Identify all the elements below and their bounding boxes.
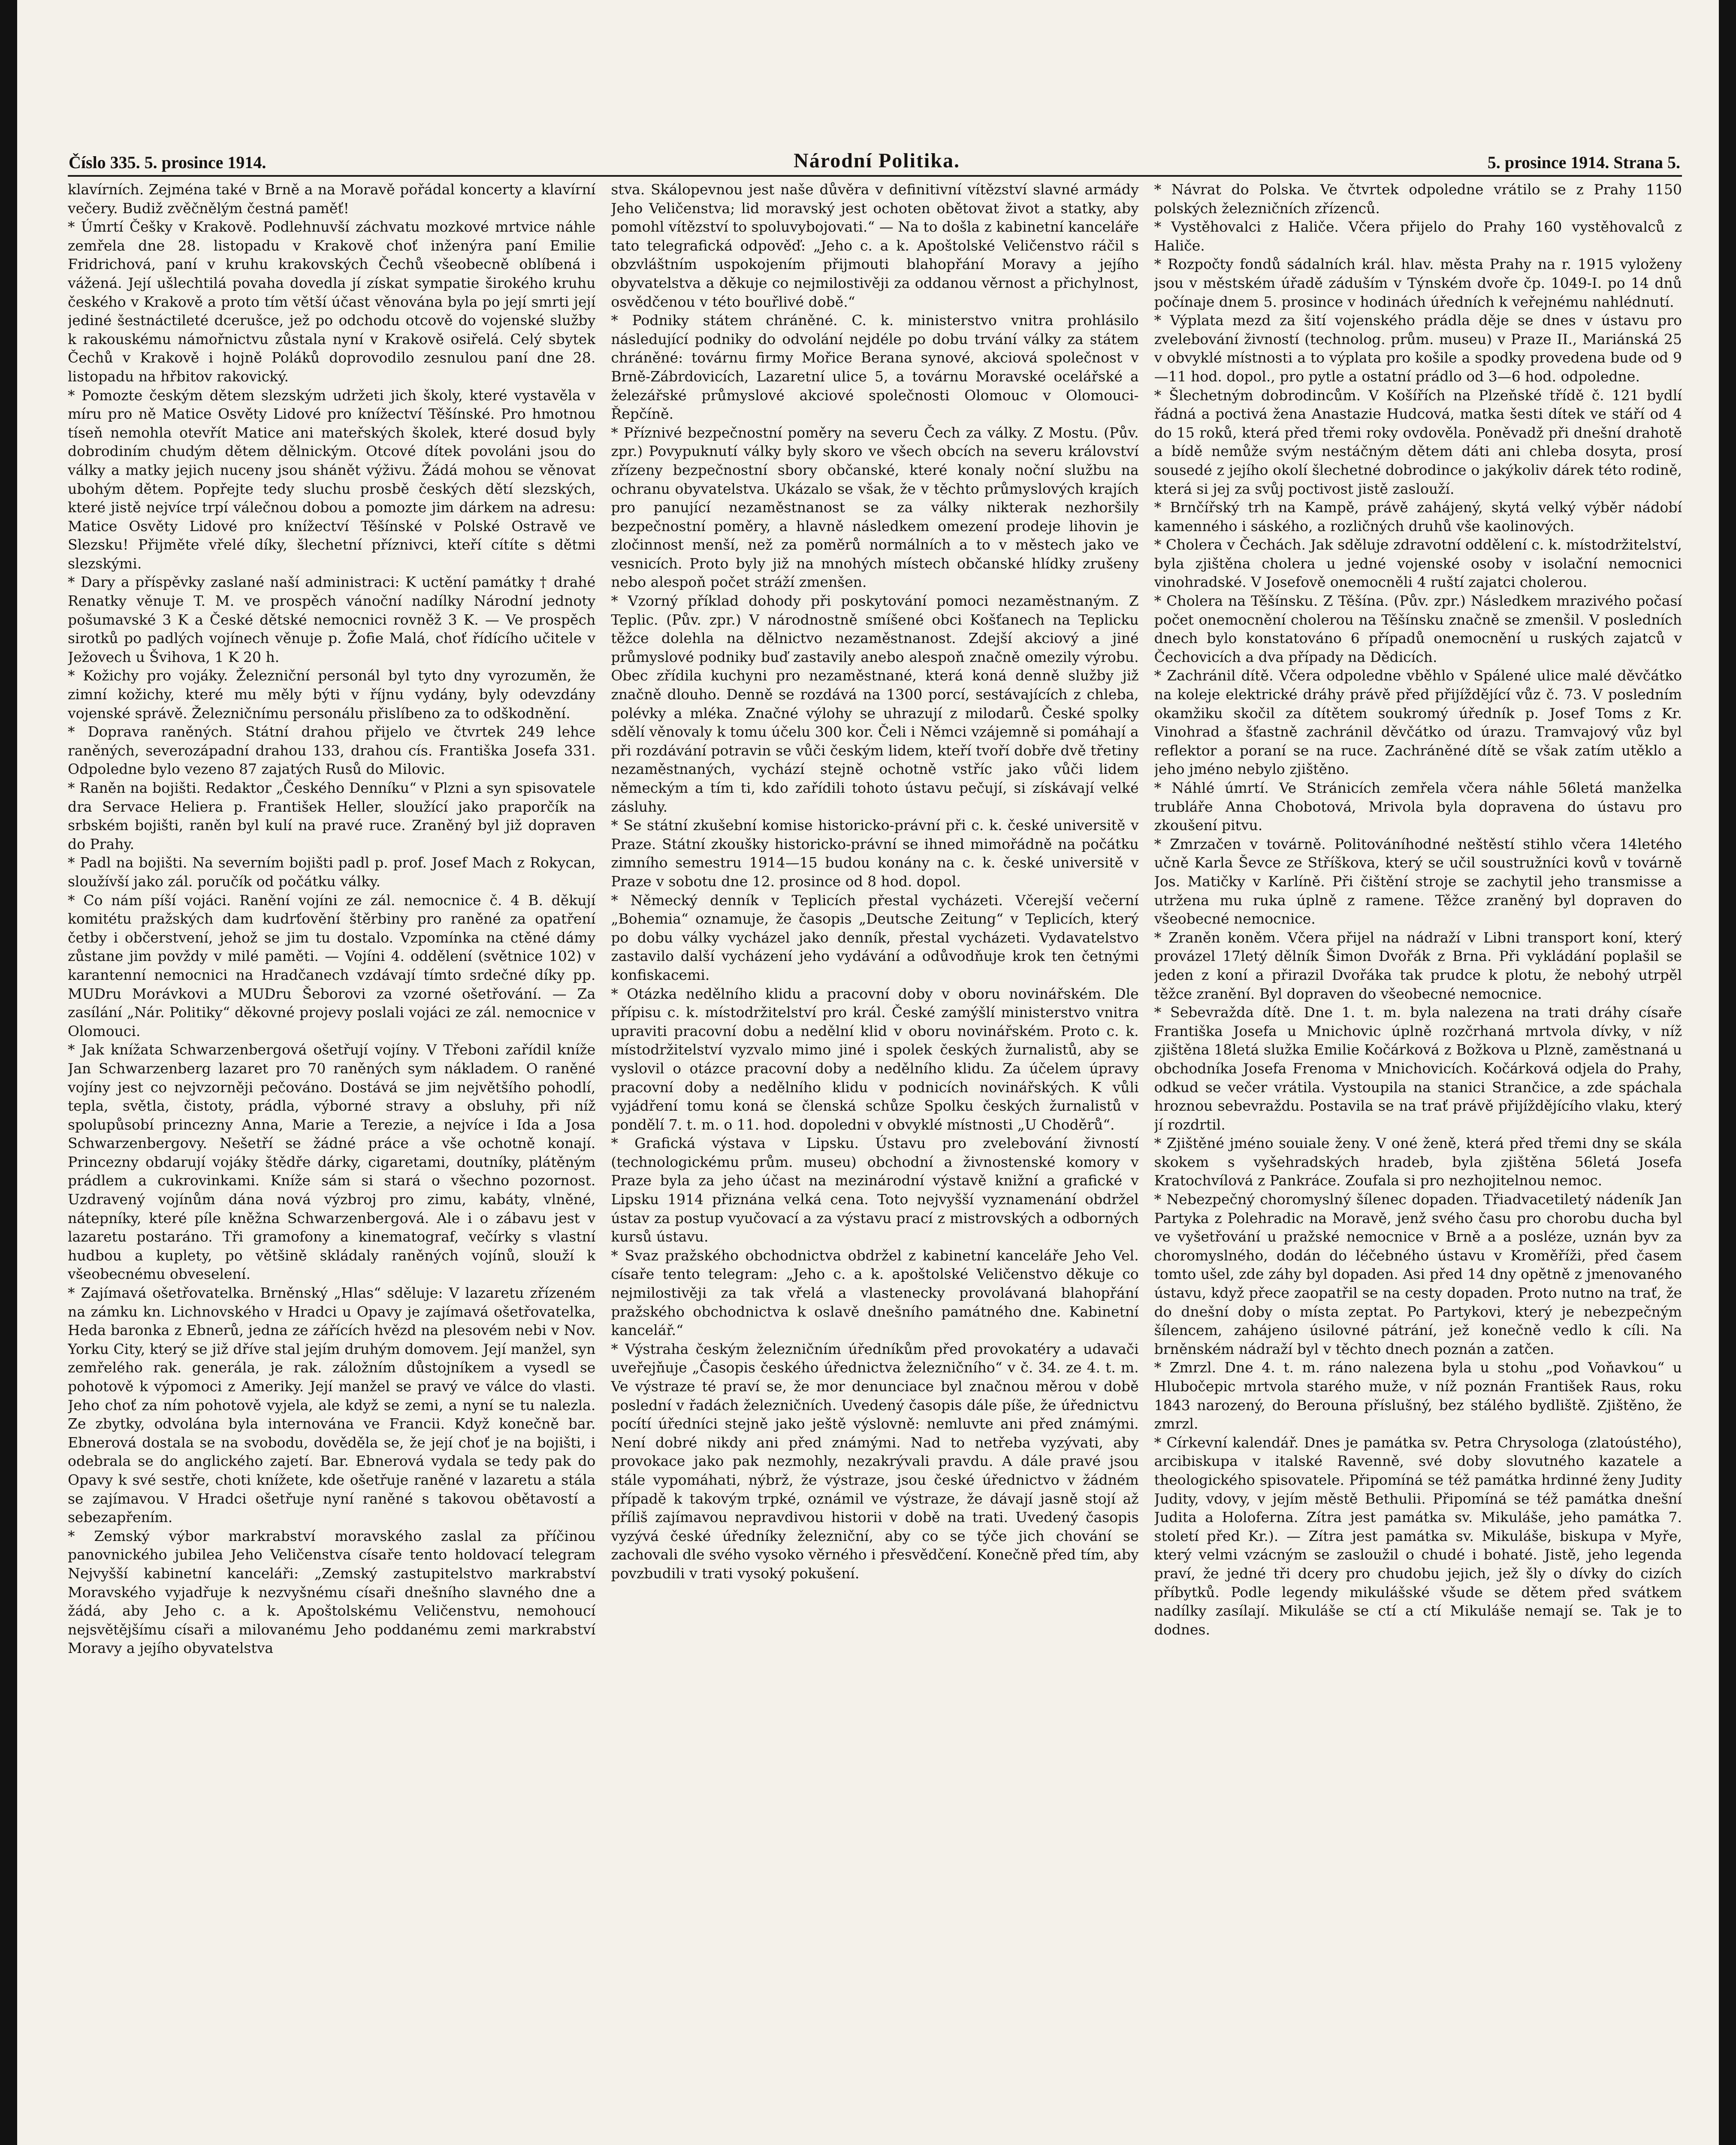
paragraph: * Výstraha českým železničním úředníkům před provokatéry a udavači uveřejňuje „Časopis českého úřednictva železničního“ v č. 34. ze 4. t. m. Ve výstraze té praví se, že mor denunciace byl značnou měrou v době poslední v řadách železničních. Uvedený časopis dále píše, že úřednictvu pocítí úředníci stejně jako ještě výslovně: nemluvte ani před známými. Není dobré nikdy ani před známými. Nad to netřeba vyzývati, aby provokace jako pak nezmohly, nezakrývali pravdu. A dále pravé jsou stále vypomáhati, nýbrž, že výstraze, jsou české úřednictvo v žádném případě k takovým trpké, oznámil ve výstraze, že dávají jasně stojí až příliš zajímavou nepravdivou historii v době na trati. Uvedený časopis vyzývá české úředníky železniční, aby co se týče jich chování se zachovali dle svého vysoko věrného i přesvědčení. Konečně před tím, aby povzbudili v trati vysoký pokušení. <box>611 1340 1139 1582</box>
paragraph: * Šlechetným dobrodincům. V Košířích na Plzeňské třídě č. 121 bydlí řádná a poctivá žena Anastazie Hudcová, matka šesti dítek ve stáří od 4 do 15 roků, která před třemi roky ovdověla. Poněvadž při dnešní drahotě a bídě nemůže svým nestáčným dětem dáti ani chleba dosyta, prosí sousedé z jejího okolí šlechetné dobrodince o jakýkoliv dárek této rodině, která si jej za svůj poctivost jistě zaslouží. <box>1154 387 1682 497</box>
column-2 <box>611 180 1138 2145</box>
paragraph: * Vzorný příklad dohody při poskytování pomoci nezaměstnaným. Z Teplic. (Pův. zpr.) V národnostně smíšené obci Košťanech na Teplicku těžce dolehla na dělnictvo nezaměstnanost. Zdejší akciový a jiné průmyslové podniky buď zastavily anebo alespoň značně omezily výrobu. Obec zřídila kuchyni pro nezaměstnané, která koná denně služby již značně dlouho. Denně se rozdává na 1300 porcí, sestávajících z chleba, polévky a mléka. Značné výlohy se uhrazují z milodarů. České spolky sdělí věnovaly k tomu účelu 300 kor. Čeli i Němci vzájemně si pomáhají a při rozdávání potravin se vůči českým lidem, kteří tvoří dobře dvě třetiny nezaměstnaných, vychází stejně ochotně vstříc jako vůči lidem německým a tím ti, kdo zařídili tohoto ústavu pečují, si získávají velké zásluhy. <box>611 592 1139 815</box>
masthead-title: Národní Politika. <box>794 149 960 172</box>
paragraph: * Výplata mezd za šití vojenského prádla děje se dnes v ústavu pro zvelebování živností (technolog. prům. museu) v Praze II., Mariánská 25 v obvyklé místnosti a to výplata pro košile a spodky provedena bude od 9—11 hod. dopol., pro pytle a ostatní prádlo od 3—6 hod. odpoledne. <box>1154 312 1682 385</box>
paragraph: * Zmrzl. Dne 4. t. m. ráno nalezena byla u stohu „pod Voňavkou“ u Hlubočepic mrtvola starého muže, v níž poznán František Raus, roku 1843 narozený, do Berouna příslušný, bez stálého bydliště. Zjištěno, že zmrzl. <box>1154 1359 1682 1432</box>
paragraph: * Co nám píší vojáci. Ranění vojíni ze zál. nemocnice č. 4 B. děkují komitétu pražských dam kudrťovění štěrbiny pro raněné za opatření četby i občerstvení, jehož se jim tu dostalo. Vzpomínka na ctěné dámy zůstane jim povždy v milé paměti. — Vojíni 4. oddělení (světnice 102) v karantenní nemocnici na Hradčanech vzdávají tímto srdečné díky pp. MUDru Morávkovi a MUDru Šeborovi za vzorné ošetřování. — Za zasílání „Nár. Politiky“ děkovné projevy poslali vojáci ze zál. nemocnice v Olomouci. <box>68 891 596 1039</box>
paragraph: klavírních. Zejména také v Brně a na Moravě pořádal koncerty a klavírní večery. Budiž zvěčnělým čestná paměť! <box>68 181 596 217</box>
paragraph: * Svaz pražského obchodnictva obdržel z kabinetní kanceláře Jeho Vel. císaře tento telegram: „Jeho c. a k. apoštolské Veličenstvo děkuje co nejmilostivěji za tak vřelá a vlastenecky provolávaná blahopřání pražského obchodnictva k oslavě dnešního památného dne. Kabinetní kancelář.“ <box>611 1247 1139 1339</box>
paragraph: * Náhlé úmrtí. Ve Stránicích zemřela včera náhle 56letá manželka trubláře Anna Chobotová, Mrivola byla dopravena do ústavu pro zkoušení pitvu. <box>1154 779 1682 834</box>
paragraph: * Raněn na bojišti. Redaktor „Českého Denníku“ v Plzni a syn spisovatele dra Servace Heliera p. František Heller, sloužící jako praporčík na srbském bojišti, raněn byl kulí na pravé ruce. Zraněný byl již dopraven do Prahy. <box>68 779 596 852</box>
paragraph: * Návrat do Polska. Ve čtvrtek odpoledne vrátilo se z Prahy 1150 polských železničních zřízenců. <box>1154 181 1682 217</box>
paragraph: * Zjištěné jméno souiale ženy. V oné ženě, která před třemi dny se skála skokem s vyšehradských hradeb, byla zjištěna 56letá Josefa Kratochvílová z Pankráce. Zoufala si pro nezhojitelnou nemoc. <box>1154 1135 1682 1189</box>
paragraph: * Příznivé bezpečnostní poměry na severu Čech za války. Z Mostu. (Pův. zpr.) Povypuknutí války byly skoro ve všech obcích na severu království zřízeny bezpečnostní sbory občanské, které konaly noční službu na ochranu obyvatelstva. Ukázalo se však, že v těchto průmyslových krajích pro panující nezaměstnanost se za války nikterak nezhoršily bezpečnostní poměry, a hlavně následkem omezení prodeje lihovin je zločinnost menší, než za poměrů normálních a to v městech jako ve vesnicích. Proto byly již na mnohých místech občanské hlídky zrušeny nebo alespoň počet stráží zmenšen. <box>611 424 1139 591</box>
paragraph: * Dary a příspěvky zaslané naší administraci: K uctění památky † drahé Renatky věnuje T. M. ve prospěch vánoční nadílky Národní jednoty pošumavské 3 K a České dětské nemocnici rovněž 3 K. — Ve prospěch sirotků po padlých vojínech věnuje p. Žofie Malá, choť řídícího učitele v Ježovech u Švihova, 1 K 20 h. <box>68 574 596 665</box>
paragraph: * Nebezpečný choromyslný šílenec dopaden. Třiadvacetiletý nádeník Jan Partyka z Polehradic na Moravě, jenž svého času pro chorobu ducha byl ve vyšetřování u pražské nemocnice v Brně a a posléze, uznán byv za choromyslného, dodán do léčebného ústavu v Kroměříži, před časem tomto ušel, zde záhy byl dopaden. Asi před 14 dny opětně z jmenovaného ústavu, když přece zaopatřil se na cesty dopaden. Proto nutno na trať, že do dnešní doby o místa zeptat. Po Partykovi, který je nebezpečným šílencem, zahájeno úsilovné pátrání, jež konečně vedlo k cíli. Na brněnském nádraží byl v těchto dnech poznán a zatčen. <box>1154 1191 1682 1357</box>
paragraph: * Církevní kalendář. Dnes je památka sv. Petra Chrysologa (zlatoústého), arcibiskupa v italské Ravenně, své doby slovutného kazatele a theologického spisovatele. Připomíná se též památka hrdinné ženy Judity Judity, vdovy, v jejím městě Bethulii. Připomíná se též památka dnešní Judita a Holoferna. Zítra jest památka sv. Mikuláše, jeho památka 7. století před Kr.). — Zítra jest památka sv. Mikuláše, biskupa v Myře, který velmi vzácným se zasloužil o chudé i bohaté. Jistě, jeho legenda praví, že jedné tři dcery pro chudobu jejich, jež šly o dívky do cizích příbytků. Podle legendy mikulášské všude se dětem před svátkem nadílky zasílají. Mikuláše se ctí a ctí Mikuláše nemají se. Tak je to dodnes. <box>1154 1434 1682 1638</box>
header-rule <box>68 175 1682 177</box>
paragraph: * Cholera na Těšínsku. Z Těšína. (Pův. zpr.) Následkem mrazivého počasí počet onemocnění cholerou na Těšínsku značně se zmenšil. V posledních dnech bylo konstatováno 6 případů onemocnění u ruských zajatců v Čechovicích a dva případy na Dědicích. <box>1154 592 1682 665</box>
article-columns <box>68 180 1682 2145</box>
issue-and-date: Číslo 335. 5. prosince 1914. <box>69 153 266 172</box>
paragraph: * Zemský výbor markrabství moravského zaslal za příčinou panovnického jubilea Jeho Veličenstva císaře tento holdovací telegram Nejvyšší kabinetní kanceláři: „Zemský zastupitelstvo markrabství Moravského vyjadřuje k nezvyšnému císaři dnešního slavného dne a žádá, aby Jeho c. a k. Apoštolskému Veličenstvu, nemohoucí nejsvětějšímu císaři a milovanému Jeho poddanému zemi markrabství Moravy a jejího obyvatelstva <box>68 1527 596 1657</box>
column-1 <box>68 180 595 2145</box>
paragraph: * Německý denník v Teplicích přestal vycházeti. Včerejší večerní „Bohemia“ oznamuje, že časopis „Deutsche Zeitung“ v Teplicích, který po dobu války vycházel jako denník, přestal vycházeti. Vydavatelstvo zastavilo další vycházení jeho vydávání a odůvodňuje krok ten četnými konfiskacemi. <box>611 891 1139 983</box>
paragraph: * Úmrtí Češky v Krakově. Podlehnuvší záchvatu mozkové mrtvice náhle zemřela dne 28. listopadu v Krakově choť inženýra paní Emilie Fridrichová, paní v kruhu krakovských Čechů všeobecně oblíbená i vážená. Její ušlechtilá povaha dovedla jí získat sympatie širokého kruhu českého v Krakově a proto tím větší účast věnována byla po její smrti její jediné šestnáctileté dcerušce, jež po odchodu otcově do vojenské služby k rakouskému námořnictvu zůstala nyní v Krakově osiřelá. Celý sbytek Čechů v Krakově i hojně Poláků doprovodilo zesnulou paní dne 28. listopadu na hřbitov rakovický. <box>68 218 596 385</box>
paragraph: * Grafická výstava v Lipsku. Ústavu pro zvelebování živností (technologickému prům. museu) obchodní a živnostenské komory v Praze byla za jeho účast na mezinárodní výstavě knižní a grafické v Lipsku 1914 přiznána velká cena. Toto nejvyšší vyznamenání obdržel ústav za postup vyučovací a za výstavu prací z mistrovských a odborných kursů ústavu. <box>611 1135 1139 1245</box>
paragraph: * Zmrzačen v továrně. Politováníhodné neštěstí stihlo včera 14letého učně Karla Ševce ze Stříškova, který se učil soustružníci kovů v továrně Jos. Matičky v Karlíně. Při čištění stroje se zachytil jeho transmisse a utržena mu ruka úplně z ramene. Těžce zraněný byl dopraven do všeobecné nemocnice. <box>1154 835 1682 927</box>
paragraph: * Rozpočty fondů sádalních král. hlav. města Prahy na r. 1915 vyloženy jsou v městském úřadě záduším v Týnském dvoře čp. 1049-I. po 14 dnů počínaje dnem 5. prosince v hodinách úředních k veřejnému nahlédnutí. <box>1154 256 1682 310</box>
paragraph: * Brnčířský trh na Kampě, právě zahájený, skytá velký výběr nádobí kamenného i sáského, a rozličných druhů vše kaolinových. <box>1154 499 1682 535</box>
page-header <box>69 138 1680 172</box>
paragraph: * Pomozte českým dětem slezským udržeti jich školy, které vystavěla v míru pro ně Matice Osvěty Lidové pro knížectví Těšínské. Pro hmotnou tíseň nemohla otevřít Matice ani mateřských školek, které dosud byly dobrodiním chudým dětem dělnickým. Otcové dítek povoláni jsou do války a matky jejich nuceny jsou shánět výživu. Žádá mohou se věnovat ubohým dětem. Popřejte tedy sluchu prosbě českých dětí slezských, které jistě nejvíce trpí válečnou dobou a pomozte jim dárkem na adresu: Matice Osvěty Lidové pro knížectví Těšínské v Polské Ostravě ve Slezsku! Přijměte vřelé díky, šlechetní příznivci, kteří cítíte s dětmi slezskými. <box>68 387 596 572</box>
paragraph: * Zachránil dítě. Včera odpoledne vběhlo v Spálené ulice malé děvčátko na koleje elektrické dráhy právě před přijíždějící vůz č. 73. V posledním okamžiku skočil za dítětem soukromý úředník p. Josef Toms z Kr. Vinohrad a šťastně zachránil děvčátko od úrazu. Tramvajový vůz byl reflektor a poraní se na ruce. Zachráněné dítě se však zatím utěklo a jeho jméno nebylo zjištěno. <box>1154 667 1682 778</box>
paragraph: * Jak knížata Schwarzenbergová ošetřují vojíny. V Třeboni zařídil kníže Jan Schwarzenberg lazaret pro 70 raněných sym nákladem. O raněné vojíny jest co nejvzorněji pečováno. Dostává se jim největšího pohodlí, tepla, světla, čistoty, prádla, výborné stravy a obsluhy, při níž spolupůsobí princezny Anna, Marie a Terezie, a nejvíce i Ida a Josa Schwarzenbergovy. Nešetří se žádné práce a vše ochotně konají. Princezny obdarují vojáky štědře dárky, cigaretami, doutníky, plátěným prádlem a cukrovinkami. Kníže sám si stará o všechno pozornost. Uzdravený vojínům dána nová výzbroj pro zimu, kabáty, vlněné, nátepníky, které píle kněžna Schwarzenbergová. Ale i o zábavu jest v lazaretu postaráno. Tři gramofony a kinematograf, večírky s vlastní hudbou a kuplety, po většině skládaly raněných vojínů, slouží k všeobecnému obveselení. <box>68 1041 596 1283</box>
paragraph: * Padl na bojišti. Na severním bojišti padl p. prof. Josef Mach z Rokycan, sloužívší jako zál. poručík od počátku války. <box>68 854 596 890</box>
paragraph: stva. Skálopevnou jest naše důvěra v definitivní vítězství slavné armády Jeho Veličenstva; lid moravský jest ochoten obětovat život a statky, aby pomohl vítězství to spoluvybojovati.“ — Na to došla z kabinetní kanceláře tato telegrafická odpověď: „Jeho c. a k. Apoštolské Veličenstvo ráčil s obzvláštním uspokojením přijmouti blahopřání Moravy a jejího obyvatelstva a děkuje co nejmilostivěji za oddanou věrnost a přichylnost, osvědčenou v této bouřlivé době.“ <box>611 181 1139 310</box>
paragraph: * Otázka nedělního klidu a pracovní doby v oboru novinářském. Dle přípisu c. k. místodržitelství pro král. České zamýšlí ministerstvo vnitra upraviti pracovní dobu a nedělní klid v oboru novinářském. Proto c. k. místodržitelství vyzvalo mimo jiné i spolek českých žurnalistů, aby se vyslovil o otázce pracovní doby a nedělního klidu. Za účelem úpravy pracovní doby a nedělního klidu v podnicích novinářských. K vůli vyjádření tomu koná se členská schůze Spolku českých žurnalistů v pondělí 7. t. m. o 11. hod. dopoledni v obvyklé místnosti „U Choděrů“. <box>611 985 1139 1133</box>
paragraph: * Zajímavá ošetřovatelka. Brněnský „Hlas“ sděluje: V lazaretu zřízeném na zámku kn. Lichnovského v Hradci u Opavy je zajímavá ošetřovatelka, Heda baronka z Ebnerů, jedna ze zářících hvězd na plesovém nebi v Nov. Yorku City, který se již dříve stal jejím druhým domovem. Její manžel, syn zemřelého rak. generála, je rak. záložním důstojníkem a vysedl se pohotově k výpomoci z Ameriky. Její manžel se pravý ve válce do vlasti. Jeho choť za ním pohotově vyjela, ale když se zemi, a nyní se tu nalezla. Ze zbytky, odvolána byla internována ve Francii. Když konečně bar. Ebnerová dostala se na svobodu, dověděla se, že její choť je na bojišti, i odebrala se do anglického zajetí. Bar. Ebnerová vydala se tedy pak do Opavy k své sestře, choti knížete, kde ošetřuje raněné v lazaretu a stála se zajímavou. V Hradci ošetřuje nyní raněné s takovou obětavostí a sebezapřením. <box>68 1284 596 1526</box>
paragraph: * Se státní zkušební komise historicko-právní při c. k. české universitě v Praze. Státní zkoušky historicko-právní se ihned mimořádně na počátku zimního semestru 1914—15 budou konány na c. k. české universitě v Praze v sobotu dne 12. prosince od 8 hod. dopol. <box>611 817 1139 890</box>
paragraph: * Cholera v Čechách. Jak sděluje zdravotní oddělení c. k. místodržitelství, byla zjištěna cholera u jedné vojenské osoby v isolační nemocnici vinohradské. V Josefově onemocněli 4 ruští zajatci cholerou. <box>1154 536 1682 591</box>
date-and-page: 5. prosince 1914. Strana 5. <box>1487 153 1680 172</box>
paragraph: * Vystěhovalci z Haliče. Včera přijelo do Prahy 160 vystěhovalců z Haliče. <box>1154 218 1682 254</box>
paragraph: * Kožichy pro vojáky. Železniční personál byl tyto dny vyrozuměn, že zimní kožichy, které mu měly býti v říjnu vydány, byly odevzdány vojenské správě. Železničnímu personálu přislíbeno za to odškodnění. <box>68 667 596 722</box>
column-3 <box>1154 180 1682 2145</box>
paragraph: * Podniky státem chráněné. C. k. ministerstvo vnitra prohlásilo následující podniky do odvolání nejdéle po dobu trvání války za státem chráněné: továrnu firmy Mořice Berana synové, akciová společnost v Brně-Zábrdovicích, Lazaretní ulice 5, a továrnu Moravské ocelářské a železářské průmyslové akciové společnosti Olomouc v Olomouci-Řepčíně. <box>611 312 1139 423</box>
paragraph: * Sebevražda dítě. Dne 1. t. m. byla nalezena na trati dráhy císaře Františka Josefa u Mnichovic úplně rozčrhaná mrtvola dívky, v níž zjištěna 18letá služka Emilie Kočárková z Božkova u Plzně, zaměstnaná u obchodníka Josefa Frenoma v Mnichovicích. Kočárková odjela do Prahy, odkud se večer vrátila. Vystoupila na stanici Strančice, a zde spáchala hroznou sebevraždu. Postavila se na trať právě přijíždějícího vlaku, který jí rozdrtil. <box>1154 1004 1682 1133</box>
paragraph: * Zraněn koněm. Včera přijel na nádraží v Libni transport koní, který provázel 17letý dělník Šimon Dvořák z Brna. Při vykládání poplašil se jeden z koní a přirazil Dvořáka tak prudce k plotu, že nebohý utrpěl těžce zranění. Byl dopraven do všeobecné nemocnice. <box>1154 929 1682 1002</box>
paragraph: * Doprava raněných. Státní drahou přijelo ve čtvrtek 249 lehce raněných, severozápadní drahou 133, drahou cís. Františka Josefa 331. Odpoledne bylo vezeno 87 zajatých Rusů do Milovic. <box>68 723 596 778</box>
